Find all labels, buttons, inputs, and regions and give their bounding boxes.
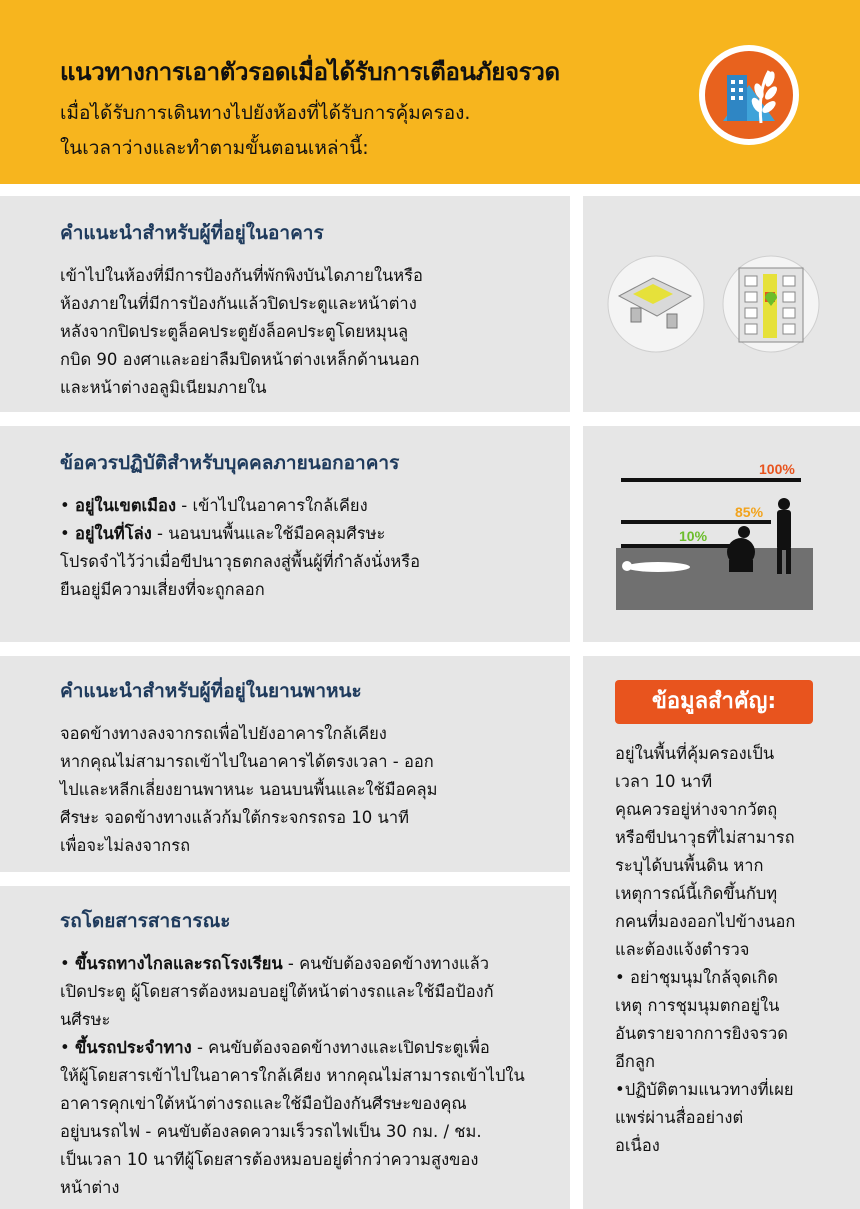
text-line: เวลา 10 นาที [615, 772, 713, 791]
transit-panel [0, 886, 570, 1209]
text-line: อยู่ในพื้นที่คุ้มครองเป็น [615, 744, 775, 763]
text-line: เหตุ การชุมนุมตกอยู่ใน [615, 996, 780, 1015]
text-line: อีกลูก [615, 1052, 656, 1071]
risk-label-85: 85% [735, 504, 764, 520]
vehicle-text [60, 720, 550, 860]
risk-label-10: 10% [679, 528, 708, 544]
subtitle-line: เมื่อได้รับการเดินทางไปยังห้องที่ได้รับการคุ้มครอง. [60, 102, 471, 124]
text-line: คุณควรอยู่ห่างจากวัตถุ [615, 800, 778, 819]
risk-height-illustration [583, 426, 860, 642]
list-item: • อยู่ในเขตเมือง - เข้าไปในอาคารใกล้เคียง [60, 496, 368, 515]
important-text [615, 740, 825, 1160]
indoors-panel [0, 196, 570, 412]
item-text: - คนขับต้องจอดข้างทางและเปิดประตูเพื่อ [191, 1038, 490, 1057]
text-line: หรือขีปนาวุธที่ไม่สามารถ [615, 828, 795, 847]
building-with-wheat-icon [697, 43, 801, 147]
important-info-panel [583, 656, 860, 1209]
standing-person-icon [778, 498, 790, 510]
item-text: - เข้าไปในอาคารใกล้เคียง [176, 496, 368, 515]
text-line: กบิด 90 องศาและอย่าลืมปิดหน้าต่างเหล็กด้านนอก [60, 350, 420, 369]
outdoors-panel [0, 426, 570, 642]
item-text: เปิดประตู ผู้โดยสารต้องหมอบอยู่ใต้หน้าต่างรถและใช้มือป้องกั [60, 982, 494, 1001]
item-text: - คนขับต้องจอดข้างทางแล้ว [282, 954, 489, 973]
indoors-heading: คำแนะนำสำหรับผู้ที่อยู่ในอาคาร [60, 222, 324, 244]
text-line: • อย่าชุมนุมใกล้จุดเกิด [615, 968, 778, 987]
important-badge: ข้อมูลสำคัญ: [615, 680, 813, 724]
text-line: หลังจากปิดประตูล็อคประตูยังล็อคประตูโดยหมุนลู [60, 322, 409, 341]
transit-heading: รถโดยสารสาธารณะ [60, 910, 231, 932]
item-bold: ขึ้นรถทางไกลและรถโรงเรียน [74, 954, 283, 973]
item-bold: อยู่ในเขตเมือง [74, 496, 177, 515]
item-text: - นอนบนพื้นและใช้มือคลุมศีรษะ [151, 524, 386, 543]
item-bold: ขึ้นรถประจำทาง [74, 1038, 192, 1057]
item-text: ให้ผู้โดยสารเข้าไปในอาคารใกล้เคียง หากคุณไม่สามารถเข้าไปใน [60, 1066, 525, 1085]
lying-person-icon [626, 562, 690, 572]
text-line: หากคุณไม่สามารถเข้าไปในอาคารได้ตรงเวลา - ออก [60, 752, 434, 771]
list-item: • ขึ้นรถประจำทาง - คนขับต้องจอดข้างทางและเปิดประตูเพื่อ ให้ผู้โดยสารเข้าไปในอาคารใกล้เคียง หากคุณไม่สามารถเข้าไปใน อาคารคุกเข่าใต้หน้าต่างรถและใช้มือป้องกันศีรษะของคุณ อยู่บนรถไฟ - คนขับต้องลดความเร็วรถไฟเป็น 30 กม. / ชม. เป็นเวลา 10 นาทีผู้โดยสารต้องหมอบอยู่ต่ำกว่าความสูงของ หน้าต่าง [60, 1038, 525, 1197]
page-subtitle [60, 96, 660, 166]
outdoors-heading: ข้อควรปฏิบัติสำหรับบุคคลภายนอกอาคาร [60, 452, 400, 474]
text-line: ระบุได้บนพื้นดิน หาก [615, 856, 764, 875]
item-text: อาคารคุกเข่าใต้หน้าต่างรถและใช้มือป้องกันศีรษะของคุณ [60, 1094, 467, 1113]
text-line: กคนที่มองออกไปข้างนอก [615, 912, 796, 931]
indoors-illustration-panel [583, 196, 860, 412]
list-item: • อยู่ในที่โล่ง - นอนบนพื้นและใช้มือคลุมศีรษะ [60, 524, 386, 543]
text-line: จอดข้างทางลงจากรถเพื่อไปยังอาคารใกล้เคียง [60, 724, 387, 743]
crouching-person-icon [738, 526, 750, 538]
text-line: เพื่อจะไม่ลงจากรถ [60, 836, 191, 855]
text-line: แพร่ผ่านสื่ออย่างต่ [615, 1108, 744, 1127]
vehicle-panel [0, 656, 570, 872]
item-text: นศีรษะ [60, 1010, 111, 1029]
subtitle-line: ในเวลาว่างและทำตามขั้นตอนเหล่านี้: [60, 137, 369, 159]
risk-illustration-panel [583, 426, 860, 642]
risk-label-100: 100% [759, 461, 795, 477]
text-line: เหตุการณ์นี้เกิดขึ้นกับทุ [615, 884, 778, 903]
text-line: และหน้าต่างอลูมิเนียมภายใน [60, 378, 267, 397]
header-banner [0, 0, 860, 184]
text-line: ศีรษะ จอดข้างทางแล้วก้มใต้กระจกรถรอ 10 นาที [60, 808, 409, 827]
outdoors-list [60, 492, 550, 548]
outdoors-note [60, 548, 550, 604]
item-bold: อยู่ในที่โล่ง [74, 524, 152, 543]
indoors-text [60, 262, 550, 402]
text-line: และต้องแจ้งตำรวจ [615, 940, 750, 959]
text-line: อันตรายจากการยิงจรวด [615, 1024, 788, 1043]
item-text: เป็นเวลา 10 นาทีผู้โดยสารต้องหมอบอยู่ต่ำกว่าความสูงของ [60, 1150, 479, 1169]
text-line: ห้องภายในที่มีการป้องกันแล้วปิดประตูและหน้าต่าง [60, 294, 417, 313]
page-title: แนวทางการเอาตัวรอดเมื่อได้รับการเตือนภัยจรวด [60, 58, 560, 86]
vehicle-heading: คำแนะนำสำหรับผู้ที่อยู่ในยานพาหนะ [60, 680, 362, 702]
protected-room-illustration [583, 196, 860, 412]
list-item: • ขึ้นรถทางไกลและรถโรงเรียน - คนขับต้องจอดข้างทางแล้ว เปิดประตู ผู้โดยสารต้องหมอบอยู่ใต้หน้าต่างรถและใช้มือป้องกั นศีรษะ [60, 954, 494, 1029]
text-line: เข้าไปในห้องที่มีการป้องกันที่พักพิงบันไดภายในหรือ [60, 266, 423, 285]
item-text: อยู่บนรถไฟ - คนขับต้องลดความเร็วรถไฟเป็น 30 กม. / ชม. [60, 1122, 482, 1141]
text-line: โปรดจำไว้ว่าเมื่อขีปนาวุธตกลงสู่พื้นผู้ที่กำลังนั่งหรือ [60, 552, 421, 571]
text-line: อเนื่อง [615, 1136, 660, 1155]
text-line: •ปฏิบัติตามแนวทางที่เผย [615, 1080, 794, 1099]
text-line: ยืนอยู่มีความเสี่ยงที่จะถูกลอก [60, 580, 265, 599]
text-line: ไปและหลีกเลี่ยงยานพาหนะ นอนบนพื้นและใช้มือคลุม [60, 780, 438, 799]
item-text: หน้าต่าง [60, 1178, 120, 1197]
transit-list [60, 950, 550, 1202]
